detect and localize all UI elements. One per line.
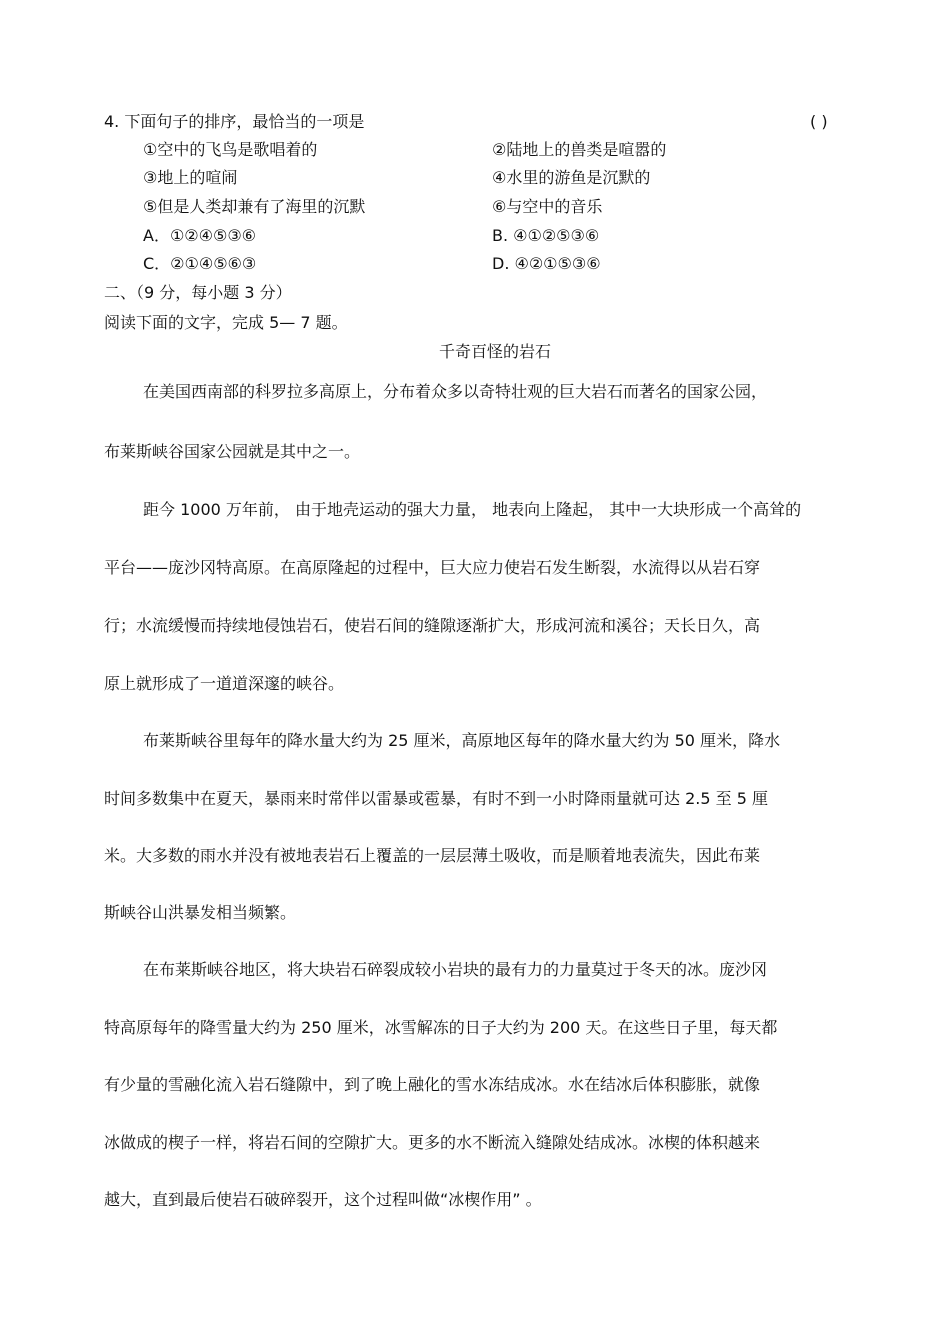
sentence-item-3: ③地上的喧闹 [143,168,238,187]
article-line: 在布莱斯峡谷地区，将大块岩石碎裂成较小岩块的最有力的力量莫过于冬天的冰。庞沙冈 [143,960,768,979]
article-line: 越大，直到最后使岩石破碎裂开，这个过程叫做“冰楔作用” 。 [104,1190,542,1209]
choice-b: B. ④①②⑤③⑥ [492,226,600,245]
article-line: 时间多数集中在夏天，暴雨来时常伴以雷暴或雹暴，有时不到一小时降雨量就可达 2.5 至 5 厘 [104,789,768,808]
article-line: 有少量的雪融化流入岩石缝隙中，到了晚上融化的雪水冻结成冰。水在结冰后体积膨胀，就像 [104,1075,761,1094]
sentence-item-4: ④水里的游鱼是沉默的 [492,168,651,187]
article-line: 行；水流缓慢而持续地侵蚀岩石，使岩石间的缝隙逐渐扩大，形成河流和溪谷；天长日久，高 [104,616,761,635]
answer-bracket: ( ) [810,112,828,131]
article-line: 在美国西南部的科罗拉多高原上，分布着众多以奇特壮观的巨大岩石而著名的国家公园， [143,382,768,401]
sentence-item-2: ②陆地上的兽类是喧嚣的 [492,140,667,159]
article-line: 冰做成的楔子一样，将岩石间的空隙扩大。更多的水不断流入缝隙处结成冰。冰楔的体积越来 [104,1133,761,1152]
article-line: 距今 1000 万年前， 由于地壳运动的强大力量， 地表向上隆起， 其中一大块形成一个高耸的 [143,500,802,519]
article-line: 布莱斯峡谷国家公园就是其中之一。 [104,442,361,461]
article-line: 平台——庞沙冈特高原。在高原隆起的过程中，巨大应力使岩石发生断裂，水流得以从岩石穿 [104,558,761,577]
article-title: 千奇百怪的岩石 [438,342,551,361]
sentence-item-5: ⑤但是人类却兼有了海里的沉默 [143,197,366,216]
article-line: 斯峡谷山洪暴发相当频繁。 [104,903,297,922]
choice-c: C．②①④⑤⑥③ [143,254,257,273]
section-heading: 二、（9 分，每小题 3 分） [104,283,292,302]
sentence-item-1: ①空中的飞鸟是歌唱着的 [143,140,318,159]
reading-instruction: 阅读下面的文字，完成 5— 7 题。 [104,313,348,332]
article-line: 米。大多数的雨水并没有被地表岩石上覆盖的一层层薄土吸收，而是顺着地表流失，因此布莱 [104,846,761,865]
choice-d: D. ④②①⑤③⑥ [492,254,601,273]
article-line: 特高原每年的降雪量大约为 250 厘米，冰雪解冻的日子大约为 200 天。在这些日子里，每天都 [104,1018,778,1037]
article-line: 布莱斯峡谷里每年的降水量大约为 25 厘米，高原地区每年的降水量大约为 50 厘米，降水 [143,731,781,750]
article-line: 原上就形成了一道道深邃的峡谷。 [104,674,345,693]
question-4-stem: 4. 下面句子的排序，最恰当的一项是 [104,112,365,131]
sentence-item-6: ⑥与空中的音乐 [492,197,603,216]
choice-a: A．①②④⑤③⑥ [143,226,257,245]
